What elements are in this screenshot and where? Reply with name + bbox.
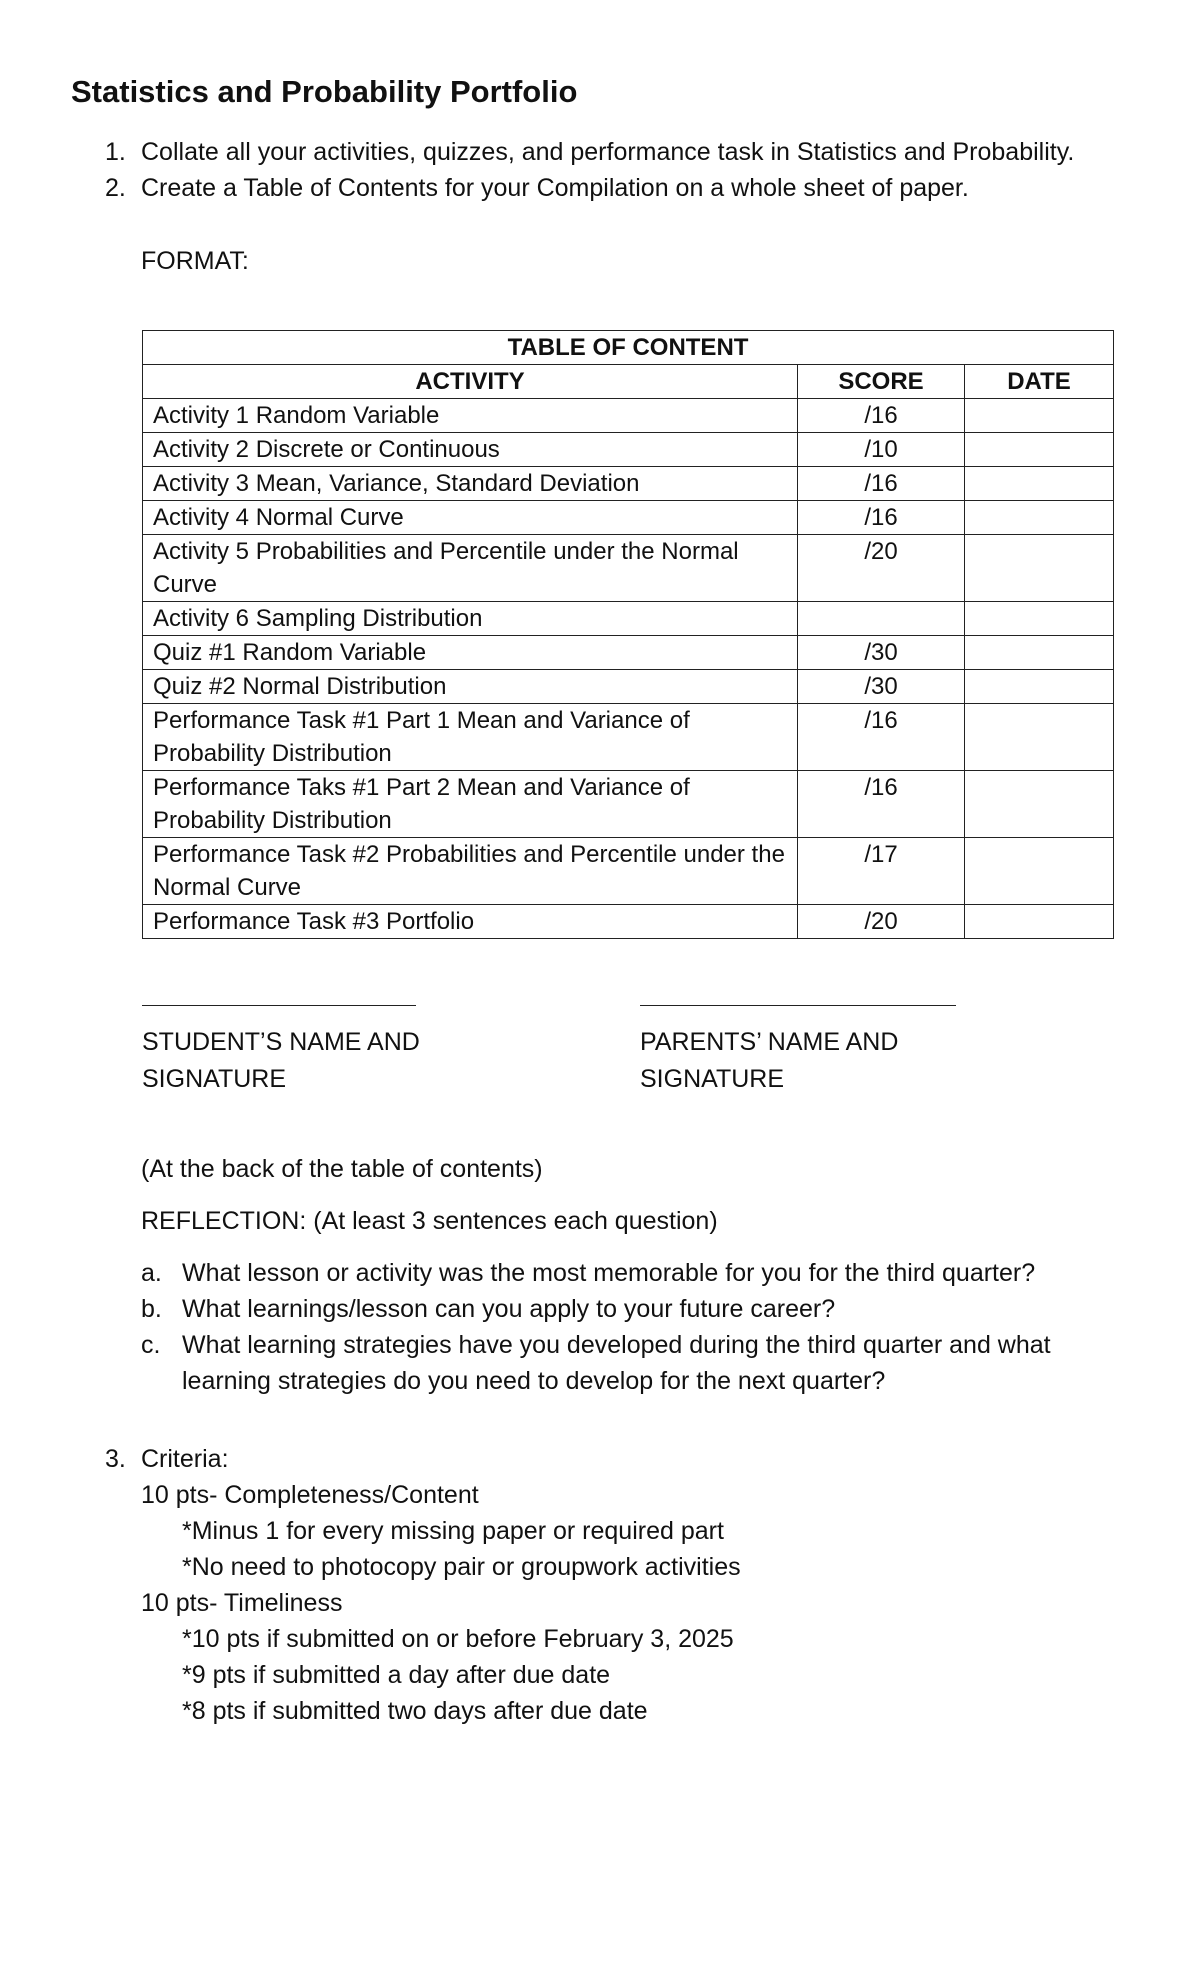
instruction-text: Create a Table of Contents for your Compilation on a whole sheet of paper.	[141, 174, 969, 202]
toc-row	[143, 535, 1114, 602]
toc-row	[143, 433, 1114, 467]
toc-activity-cell: Activity 6 Sampling Distribution	[143, 602, 798, 636]
parent-signature-line	[640, 1005, 956, 1006]
instruction-item	[105, 171, 969, 205]
toc-date-cell	[965, 399, 1114, 433]
question-letter: c.	[141, 1331, 161, 1359]
toc-score-cell	[798, 602, 965, 636]
toc-date-cell	[965, 467, 1114, 501]
toc-header-date: DATE	[965, 365, 1114, 399]
toc-row	[143, 501, 1114, 535]
instruction-number: 2.	[105, 174, 126, 202]
toc-body	[143, 399, 1114, 939]
student-signature-line	[142, 1005, 416, 1006]
toc-date-cell	[965, 602, 1114, 636]
criteria-subitem: *9 pts if submitted a day after due date	[182, 1661, 611, 1689]
toc-score-cell: /30	[798, 636, 965, 670]
question-text: What learnings/lesson can you apply to your future career?	[182, 1295, 836, 1323]
criteria-subitem: *8 pts if submitted two days after due date	[182, 1697, 648, 1725]
criteria-heading	[105, 1441, 229, 1477]
toc-activity-cell: Activity 1 Random Variable	[143, 399, 798, 433]
toc-score-cell: /16	[798, 501, 965, 535]
toc-activity-cell: Performance Task #3 Portfolio	[143, 905, 798, 939]
student-label-line: SIGNATURE	[142, 1065, 286, 1093]
toc-row	[143, 905, 1114, 939]
criteria-item: 10 pts- Completeness/Content	[141, 1481, 479, 1509]
toc-row	[143, 636, 1114, 670]
instruction-item	[105, 135, 1074, 169]
toc-date-cell	[965, 535, 1114, 602]
toc-row	[143, 838, 1114, 905]
parent-label-line: SIGNATURE	[640, 1065, 784, 1093]
toc-date-cell	[965, 771, 1114, 838]
back-note: (At the back of the table of contents)	[141, 1155, 543, 1183]
toc-row	[143, 399, 1114, 433]
instruction-text: Collate all your activities, quizzes, and performance task in Statistics and Probability.	[141, 138, 1075, 166]
student-label-line: STUDENT’S NAME AND	[142, 1028, 420, 1056]
toc-activity-cell: Performance Task #1 Part 1 Mean and Variance of Probability Distribution	[143, 704, 798, 771]
toc-row	[143, 670, 1114, 704]
criteria-label: Criteria:	[141, 1445, 229, 1473]
reflection-question	[141, 1291, 1122, 1327]
toc-score-cell: /16	[798, 467, 965, 501]
question-text: What learning strategies have you developed during the third quarter and what learning strategies do you need to develop for the next quarter?	[182, 1331, 1051, 1395]
toc-date-cell	[965, 905, 1114, 939]
student-signature-label	[142, 1024, 462, 1098]
toc-date-cell	[965, 670, 1114, 704]
toc-activity-cell: Activity 5 Probabilities and Percentile under the Normal Curve	[143, 535, 798, 602]
toc-activity-cell: Performance Task #2 Probabilities and Percentile under the Normal Curve	[143, 838, 798, 905]
parent-label-line: PARENTS’ NAME AND	[640, 1028, 899, 1056]
criteria-number: 3.	[105, 1445, 126, 1473]
toc-score-cell: /20	[798, 905, 965, 939]
table-of-contents	[142, 330, 1114, 939]
toc-activity-cell: Performance Taks #1 Part 2 Mean and Variance of Probability Distribution	[143, 771, 798, 838]
toc-score-cell: /16	[798, 704, 965, 771]
toc-score-cell: /30	[798, 670, 965, 704]
toc-score-cell: /16	[798, 771, 965, 838]
toc-score-cell: /20	[798, 535, 965, 602]
reflection-label: REFLECTION: (At least 3 sentences each question)	[141, 1207, 718, 1235]
toc-header-score: SCORE	[798, 365, 965, 399]
criteria-subitem: *Minus 1 for every missing paper or required part	[182, 1517, 724, 1545]
format-label: FORMAT:	[141, 247, 249, 275]
parent-signature-label	[640, 1024, 960, 1098]
reflection-question	[141, 1327, 1122, 1399]
toc-activity-cell: Activity 4 Normal Curve	[143, 501, 798, 535]
toc-date-cell	[965, 838, 1114, 905]
toc-date-cell	[965, 636, 1114, 670]
reflection-question	[141, 1255, 1122, 1291]
toc-score-cell: /10	[798, 433, 965, 467]
page-title: Statistics and Probability Portfolio	[71, 74, 578, 109]
toc-header-activity: ACTIVITY	[143, 365, 798, 399]
toc-row	[143, 467, 1114, 501]
toc-activity-cell: Quiz #1 Random Variable	[143, 636, 798, 670]
criteria-item: 10 pts- Timeliness	[141, 1589, 343, 1617]
question-text: What lesson or activity was the most memorable for you for the third quarter?	[182, 1259, 1036, 1287]
question-letter: b.	[141, 1295, 162, 1323]
toc-date-cell	[965, 704, 1114, 771]
toc-row	[143, 602, 1114, 636]
criteria-subitem: *10 pts if submitted on or before February 3, 2025	[182, 1625, 734, 1653]
toc-date-cell	[965, 433, 1114, 467]
criteria-subitem: *No need to photocopy pair or groupwork activities	[182, 1553, 741, 1581]
question-letter: a.	[141, 1259, 162, 1287]
toc-score-cell: /16	[798, 399, 965, 433]
toc-row	[143, 704, 1114, 771]
toc-activity-cell: Activity 3 Mean, Variance, Standard Deviation	[143, 467, 798, 501]
toc-title: TABLE OF CONTENT	[143, 331, 1114, 365]
toc-activity-cell: Quiz #2 Normal Distribution	[143, 670, 798, 704]
toc-activity-cell: Activity 2 Discrete or Continuous	[143, 433, 798, 467]
toc-row	[143, 771, 1114, 838]
toc-score-cell: /17	[798, 838, 965, 905]
toc-date-cell	[965, 501, 1114, 535]
instruction-number: 1.	[105, 138, 126, 166]
